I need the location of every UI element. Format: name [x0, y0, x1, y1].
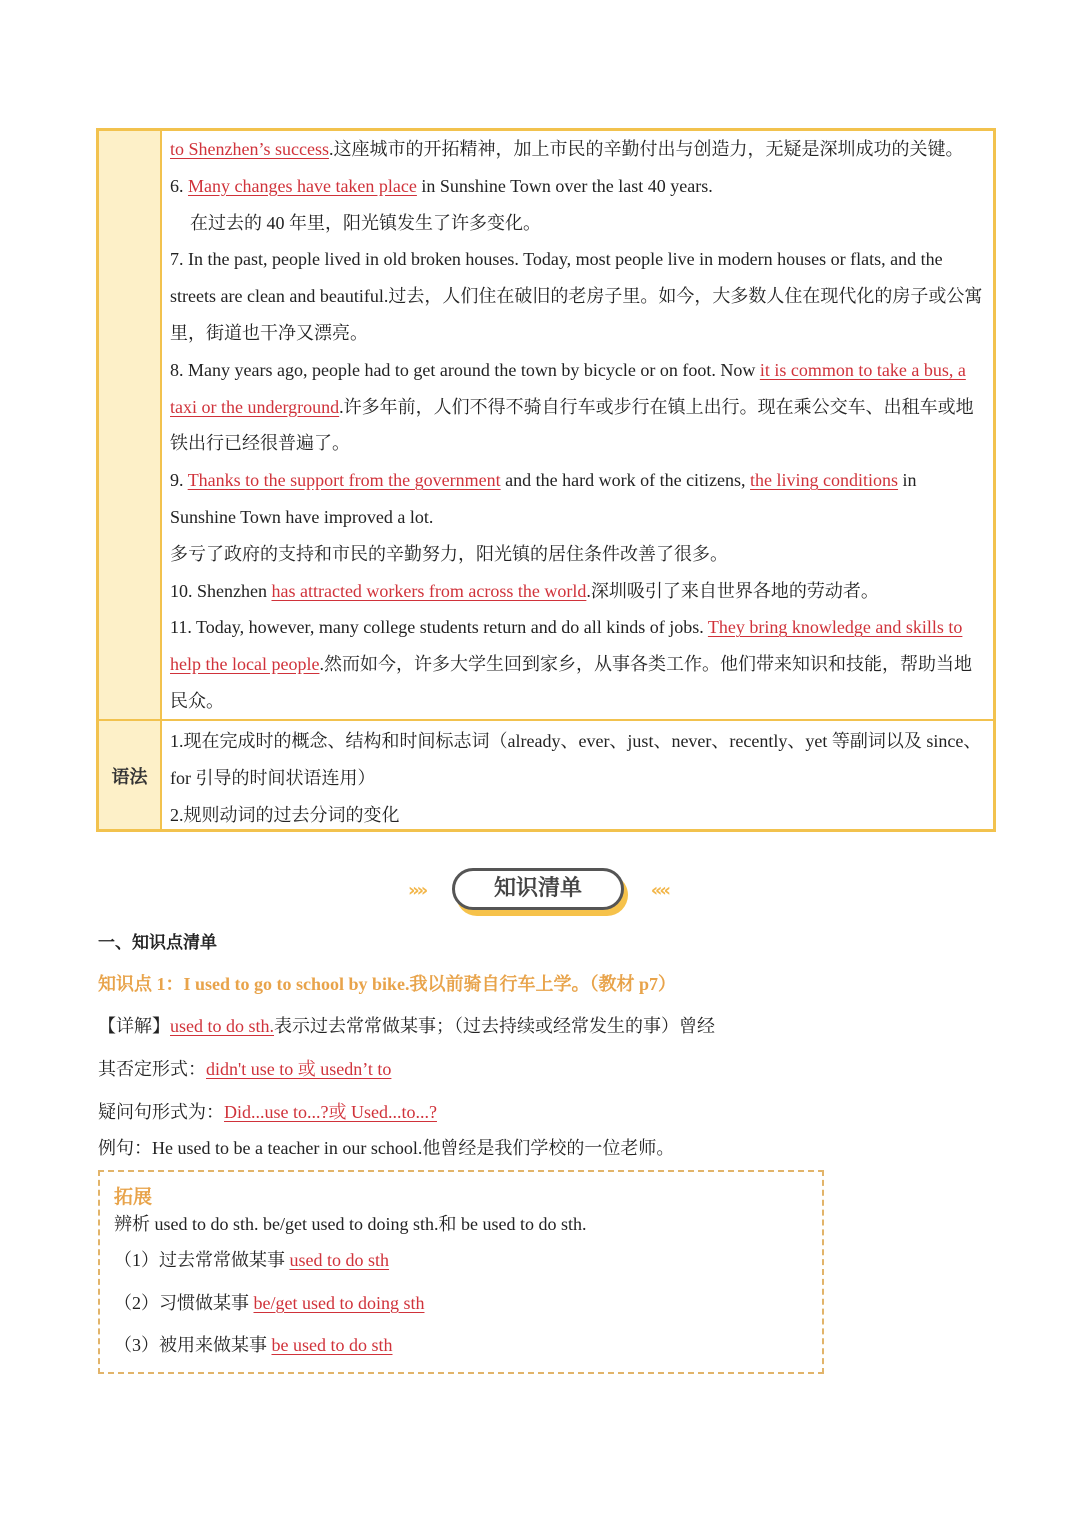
sentence-9: [170, 462, 983, 536]
sentence-text: and the hard work of the citizens,: [500, 470, 751, 491]
sentence-8: [170, 352, 983, 462]
highlight-phrase: didn't use to 或 usedn’t to: [206, 1059, 392, 1079]
expand-item-1: [114, 1246, 389, 1272]
detail-label: 【详解】: [98, 1016, 170, 1036]
knowledge-list-banner: [400, 866, 680, 920]
grammar-cell: [170, 723, 983, 833]
sentence-text: .深圳吸引了来自世界各地的劳动者。: [586, 580, 879, 601]
expand-item-2: [114, 1289, 424, 1315]
expand-item-3: [114, 1331, 393, 1357]
sentence-number: 9.: [170, 470, 188, 491]
double-chevron-right-icon: »»: [408, 880, 426, 901]
sentence-11: [170, 609, 983, 719]
sentence-7: 7. In the past, people lived in old broken houses. Today, most people live in modern houses or flats, and the streets are clean and beautiful.过去，人们住在破旧的老房子里。如今，大多数人住在现代化的房子或公寓里，街道也干净又漂亮。: [170, 249, 983, 343]
sentence-cell: [170, 131, 983, 720]
detail-text: 表示过去常常做某事；（过去持续或经常发生的事）曾经: [274, 1016, 716, 1036]
grammar-item-1: 1.现在完成时的概念、结构和时间标志词（already、ever、just、never、recently、yet 等副词以及 since、for 引导的时间状语连用）: [170, 731, 982, 788]
table-label-column: [99, 131, 162, 829]
double-chevron-left-icon: ««: [650, 880, 668, 901]
sentence-text: in Sunshine Town have improved a lot.: [170, 470, 917, 527]
sentence-9-translation: 多亏了政府的支持和市民的辛勤努力，阳光镇的居住条件改善了很多。: [170, 543, 728, 564]
question-label: 疑问句形式为：: [98, 1102, 224, 1122]
expand-box: [98, 1170, 824, 1374]
sentence-text: .然而如今，许多大学生回到家乡，从事各类工作。他们带来知识和技能，帮助当地民众。: [170, 654, 972, 711]
highlight-phrase: Thanks to the support from the government: [187, 470, 501, 491]
knowledge-point-title: 知识点 1：I used to go to school by bike.我以前骑自行车上学。（教材 p7）: [98, 974, 677, 994]
sentence-text: 11. Today, however, many college students return and do all kinds of jobs.: [170, 617, 708, 638]
highlight-phrase: used to do sth: [289, 1250, 390, 1270]
highlight-phrase: used to do sth.: [170, 1016, 275, 1036]
sentence-text: 8. Many years ago, people had to get around the town by bicycle or on foot. Now: [170, 359, 760, 380]
grammar-label: 语法: [111, 767, 148, 788]
highlight-phrase: it is common to take a bus, a taxi or the underground: [170, 359, 966, 417]
negative-form-line: [98, 1055, 391, 1081]
sentence-text: .这座城市的开拓精神，加上市民的辛勤付出与创造力，无疑是深圳成功的关键。: [328, 139, 964, 159]
vocab-grammar-table: [96, 128, 996, 832]
sentence-text: in Sunshine Town over the last 40 years.: [416, 175, 713, 196]
item-label: （3）被用来做某事: [114, 1335, 272, 1355]
sentence-6-translation: 在过去的 40 年里，阳光镇发生了许多变化。: [190, 212, 541, 233]
sentence-number: 6.: [170, 175, 188, 196]
expand-tag: 拓展: [114, 1186, 153, 1208]
sentence-text: .许多年前，人们不得不骑自行车或步行在镇上出行。现在乘公交车、出租车或地铁出行已经很普遍了。: [170, 396, 974, 454]
expand-intro: 辨析 used to do sth. be/get used to doing sth.和 be used to do sth.: [114, 1214, 587, 1234]
section-heading: 一、知识点清单: [98, 933, 217, 953]
highlight-phrase: They bring knowledge and skills to help the local people: [170, 617, 963, 675]
item-label: （1）过去常常做某事: [114, 1250, 290, 1270]
sentence-6: [170, 168, 983, 205]
negative-label: 其否定形式：: [98, 1059, 206, 1079]
sentence-10: [170, 573, 983, 610]
highlight-phrase: to Shenzhen’s success: [170, 139, 329, 159]
highlight-phrase: be/get used to doing sth: [253, 1293, 425, 1313]
highlight-phrase: the living conditions: [750, 470, 899, 491]
sentence-line-0: [170, 131, 983, 168]
banner-title: 知识清单: [452, 868, 624, 910]
example-line: 例句：He used to be a teacher in our school.他曾经是我们学校的一位老师。: [98, 1138, 675, 1158]
highlight-phrase: has attracted workers from across the world: [271, 580, 587, 601]
highlight-phrase: Many changes have taken place: [188, 175, 417, 196]
grammar-item-2: 2.规则动词的过去分词的变化: [170, 804, 400, 825]
highlight-phrase: Did...use to...?或 Used...to...?: [224, 1102, 437, 1122]
highlight-phrase: be used to do sth: [271, 1335, 393, 1355]
sentence-text: 10. Shenzhen: [170, 580, 272, 601]
detail-line: [98, 1012, 715, 1038]
item-label: （2）习惯做某事: [114, 1293, 254, 1313]
question-form-line: [98, 1098, 437, 1124]
